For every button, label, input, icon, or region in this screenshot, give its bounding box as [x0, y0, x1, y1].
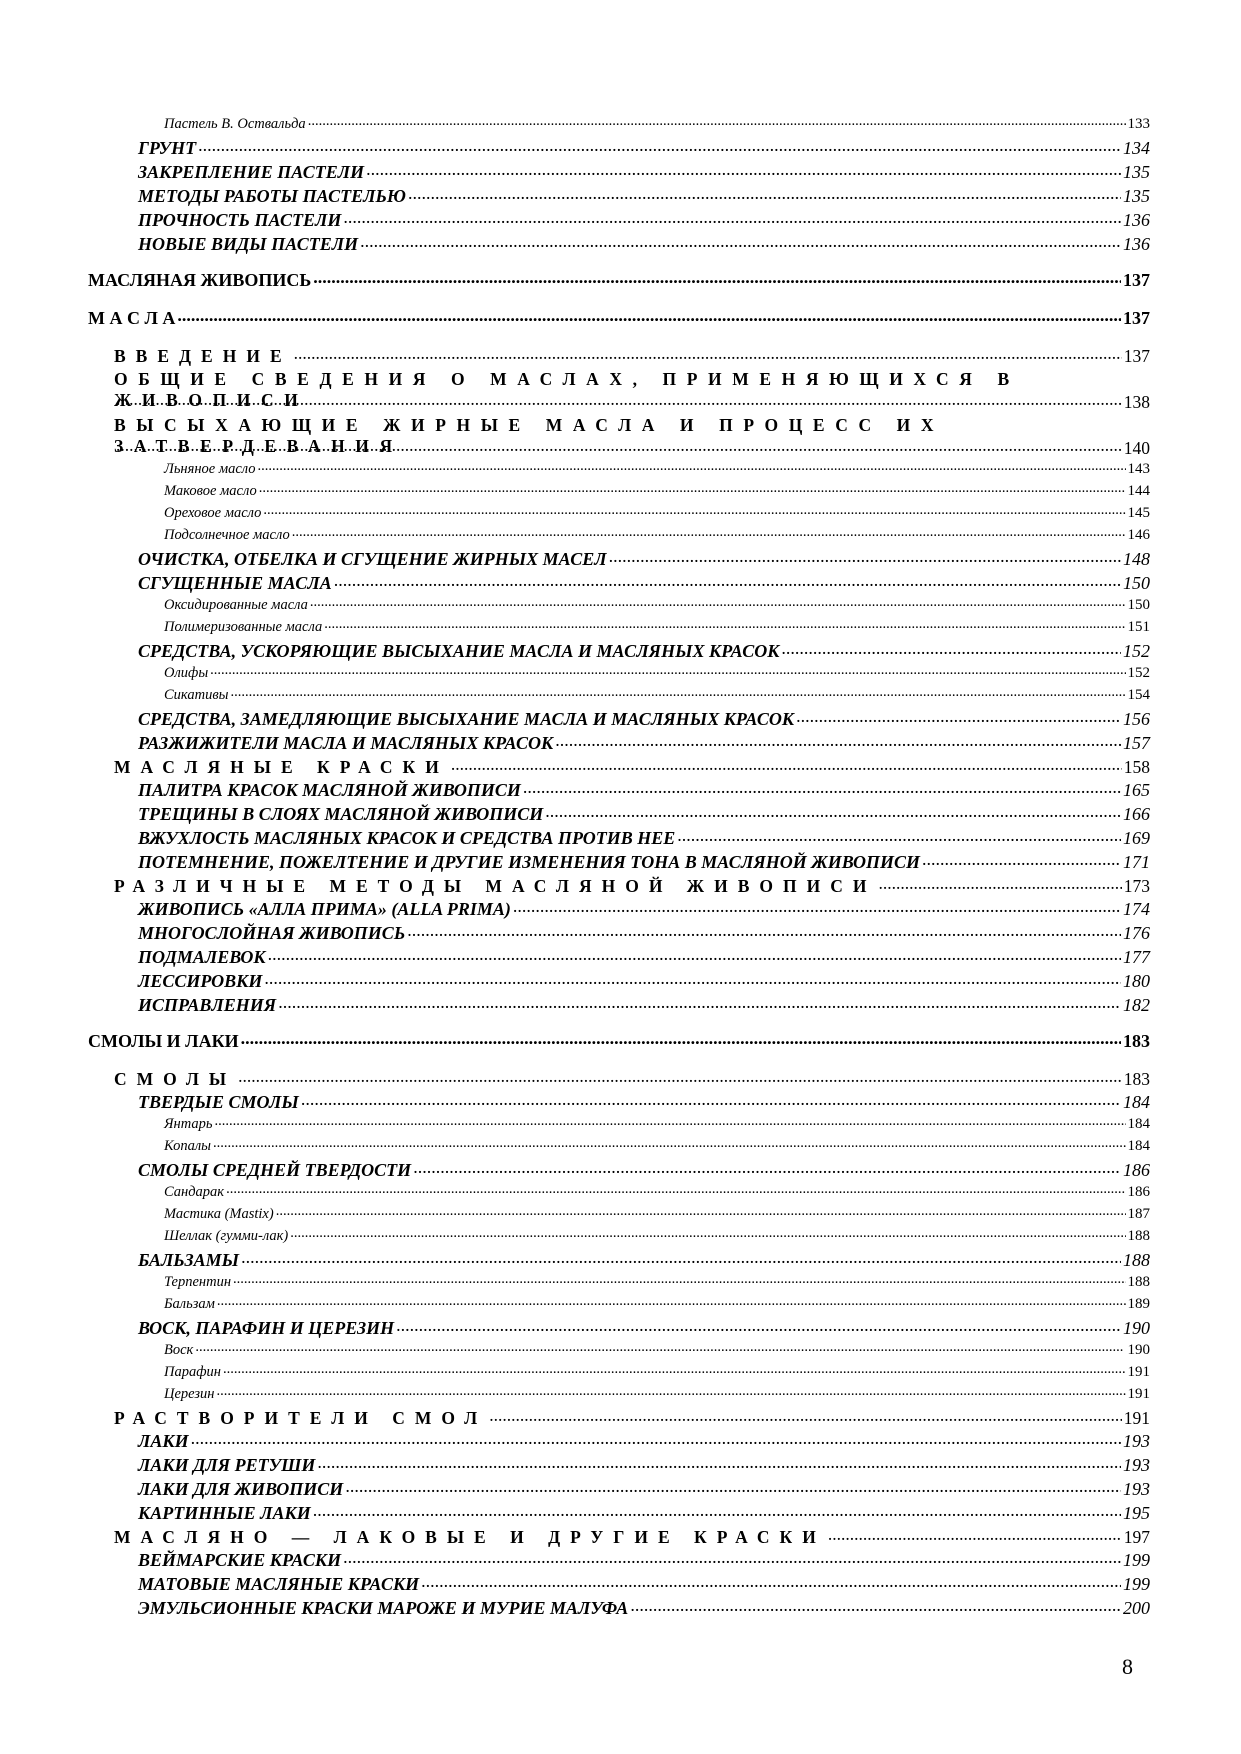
- toc-entry-title: МАСЛЯНЫЕ КРАСКИ: [114, 757, 449, 777]
- toc-entry-title: ИСПРАВЛЕНИЯ: [138, 995, 277, 1015]
- toc-entry-page: 171: [1123, 852, 1150, 872]
- toc-entry-title: Терпентин: [164, 1274, 232, 1290]
- dot-leader: [360, 234, 1121, 255]
- toc-entry-title: НОВЫЕ ВИДЫ ПАСТЕЛИ: [138, 234, 359, 254]
- toc-entry-title: ЛАКИ ДЛЯ ЖИВОПИСИ: [138, 1479, 344, 1499]
- dot-leader: [451, 757, 1122, 778]
- toc-entry-page: 199: [1123, 1550, 1150, 1570]
- toc-entry-title: МАТОВЫЕ МАСЛЯНЫЕ КРАСКИ: [138, 1574, 420, 1594]
- toc-entry[interactable]: [88, 1116, 1150, 1138]
- toc-entry[interactable]: [88, 527, 1150, 549]
- toc-entry-title: МАСЛЯНАЯ ЖИВОПИСЬ: [88, 270, 312, 290]
- toc-entry-page: 151: [1127, 619, 1150, 635]
- toc-entry-title: РАЗЖИЖИТЕЛИ МАСЛА И МАСЛЯНЫХ КРАСОК: [138, 733, 554, 753]
- dot-leader: [226, 1184, 1125, 1201]
- dot-leader: [308, 116, 1126, 133]
- toc-entry-page: 197: [1123, 1527, 1150, 1547]
- toc-entry[interactable]: [88, 995, 1150, 1019]
- toc-entry-title: БАЛЬЗАМЫ: [138, 1250, 240, 1270]
- dot-leader: [301, 1092, 1121, 1113]
- toc-entry-title: ЗАКРЕПЛЕНИЕ ПАСТЕЛИ: [138, 162, 365, 182]
- toc-entry[interactable]: [88, 1092, 1150, 1116]
- toc-entry-title: СРЕДСТВА, УСКОРЯЮЩИЕ ВЫСЫХАНИЕ МАСЛА И МАСЛЯНЫХ КРАСОК: [138, 641, 780, 661]
- toc-entry-title: ВЖУХЛОСТЬ МАСЛЯНЫХ КРАСОК И СРЕДСТВА ПРОТИВ НЕЕ: [138, 828, 676, 848]
- toc-entry-page: 143: [1127, 461, 1150, 477]
- toc-entry-title: ПОДМАЛЕВОК: [138, 947, 266, 967]
- dot-leader: [343, 1550, 1121, 1571]
- toc-entry[interactable]: [88, 270, 1150, 294]
- toc-entry-page: 187: [1127, 1206, 1150, 1222]
- toc-entry-page: 150: [1123, 573, 1150, 593]
- toc-entry[interactable]: [88, 971, 1150, 995]
- toc-entry[interactable]: [88, 1598, 1150, 1622]
- dot-leader: [217, 1386, 1126, 1403]
- toc-entry-title: ПОТЕМНЕНИЕ, ПОЖЕЛТЕНИЕ И ДРУГИЕ ИЗМЕНЕНИЯ ТОНА В МАСЛЯНОЙ ЖИВОПИСИ: [138, 852, 920, 872]
- toc-entry-page: 180: [1123, 971, 1150, 991]
- toc-entry-page: 199: [1123, 1574, 1150, 1594]
- toc-entry[interactable]: [88, 923, 1150, 947]
- dot-leader: [238, 1069, 1122, 1090]
- toc-entry[interactable]: [88, 1364, 1150, 1386]
- dot-leader: [210, 665, 1125, 682]
- toc-entry[interactable]: [88, 505, 1150, 527]
- toc-entry-page: 174: [1123, 899, 1150, 919]
- toc-entry-page: 177: [1123, 947, 1150, 967]
- toc-entry-title: ГРУНТ: [138, 138, 197, 158]
- toc-entry-page: 190: [1127, 1342, 1150, 1358]
- dot-leader: [396, 1318, 1121, 1339]
- toc-entry-page: 186: [1123, 1160, 1150, 1180]
- dot-leader: [214, 1116, 1125, 1133]
- toc-entry-title: СГУЩЕННЫЕ МАСЛА: [138, 573, 332, 593]
- toc-entry-title: Шеллак (гумми-лак): [164, 1228, 289, 1244]
- toc-entry-title: ЖИВОПИСЬ «АЛЛА ПРИМА» (ALLA PRIMA): [138, 899, 511, 919]
- toc-entry-page: 188: [1123, 1250, 1150, 1270]
- toc-entry-page: 135: [1123, 186, 1150, 206]
- dot-leader: [241, 1031, 1121, 1052]
- toc-entry-page: 193: [1123, 1431, 1150, 1451]
- dot-leader: [198, 138, 1121, 159]
- dot-leader: [345, 1479, 1121, 1500]
- toc-entry-title: Льняное масло: [164, 461, 256, 477]
- toc-entry[interactable]: [88, 1031, 1150, 1055]
- toc-entry-page: 133: [1127, 116, 1150, 132]
- toc-entry-page: 148: [1123, 549, 1150, 569]
- toc-entry-page: 176: [1123, 923, 1150, 943]
- toc-entry-page: 150: [1127, 597, 1150, 613]
- toc-entry-title: Олифы: [164, 665, 209, 681]
- dot-leader: [677, 828, 1121, 849]
- toc-entry[interactable]: [88, 234, 1150, 258]
- toc-entry[interactable]: [88, 346, 1150, 369]
- toc-entry-title: Мастика (Mastix): [164, 1206, 274, 1222]
- toc-entry-page: 191: [1127, 1386, 1150, 1402]
- toc-entry[interactable]: [88, 210, 1150, 234]
- toc-entry[interactable]: [88, 1160, 1150, 1184]
- toc-entry[interactable]: [88, 1386, 1150, 1408]
- toc-entry-page: 145: [1127, 505, 1150, 521]
- dot-leader: [523, 780, 1121, 801]
- toc-entry-page: 134: [1123, 138, 1150, 158]
- dot-leader: [213, 1138, 1126, 1155]
- toc-entry-page: 189: [1127, 1296, 1150, 1312]
- toc-entry[interactable]: [88, 876, 1150, 899]
- toc-entry[interactable]: [88, 549, 1150, 573]
- toc-entry[interactable]: [88, 757, 1150, 780]
- dot-leader: [268, 947, 1121, 968]
- toc-entry-page: 157: [1123, 733, 1150, 753]
- toc-entry[interactable]: [88, 828, 1150, 852]
- dot-leader: [259, 483, 1126, 500]
- dot-leader: [195, 1342, 1125, 1359]
- toc-entry-page: 158: [1123, 757, 1150, 777]
- toc-entry-title: ЛАКИ ДЛЯ РЕТУШИ: [138, 1455, 316, 1475]
- toc-entry-title: РАЗЛИЧНЫЕ МЕТОДЫ МАСЛЯНОЙ ЖИВОПИСИ: [114, 876, 877, 896]
- dot-leader: [313, 270, 1121, 291]
- page-number: 8: [1122, 1654, 1133, 1679]
- toc-entry-page: 188: [1127, 1228, 1150, 1244]
- toc-entry-page: 183: [1123, 1031, 1150, 1051]
- dot-leader: [116, 438, 1122, 459]
- toc-entry[interactable]: [88, 162, 1150, 186]
- toc-entry[interactable]: [88, 1069, 1150, 1092]
- dot-leader: [545, 804, 1121, 825]
- toc-entry[interactable]: [88, 1318, 1150, 1342]
- dot-leader: [555, 733, 1121, 754]
- toc-entry-title: ТРЕЩИНЫ В СЛОЯХ МАСЛЯНОЙ ЖИВОПИСИ: [138, 804, 544, 824]
- toc-entry[interactable]: [88, 665, 1150, 687]
- dot-leader: [230, 687, 1125, 704]
- toc-entry[interactable]: [88, 947, 1150, 971]
- toc-entry-title: Ореховое масло: [164, 505, 262, 521]
- toc-entry-page: 200: [1123, 1598, 1150, 1618]
- toc-entry[interactable]: [88, 899, 1150, 923]
- toc-entry[interactable]: [88, 1431, 1150, 1455]
- toc-entry-title: Церезин: [164, 1386, 215, 1402]
- toc-entry[interactable]: [88, 1206, 1150, 1228]
- dot-leader: [630, 1598, 1121, 1619]
- toc-entry-title: МЕТОДЫ РАБОТЫ ПАСТЕЛЬЮ: [138, 186, 406, 206]
- toc-entry[interactable]: [88, 1296, 1150, 1318]
- toc-entry-title: Полимеризованные масла: [164, 619, 323, 635]
- dot-leader: [343, 210, 1121, 231]
- dot-leader: [408, 186, 1121, 207]
- dot-leader: [290, 1228, 1125, 1245]
- dot-leader: [513, 899, 1121, 920]
- toc-entry-page: 135: [1123, 162, 1150, 182]
- toc-entry-title: Маковое масло: [164, 483, 257, 499]
- toc-entry-page: 195: [1123, 1503, 1150, 1523]
- table-of-contents: [88, 116, 1150, 1622]
- toc-entry-title: Янтарь: [164, 1116, 213, 1132]
- toc-entry[interactable]: [88, 138, 1150, 162]
- dot-leader: [781, 641, 1121, 662]
- toc-entry[interactable]: [88, 1455, 1150, 1479]
- dot-leader: [334, 573, 1121, 594]
- dot-leader: [407, 923, 1121, 944]
- toc-entry[interactable]: [88, 1550, 1150, 1574]
- dot-leader: [258, 461, 1126, 478]
- dot-leader: [922, 852, 1121, 873]
- toc-entry-title: ЛЕССИРОВКИ: [138, 971, 263, 991]
- toc-entry[interactable]: [88, 415, 1150, 461]
- toc-entry-title: РАСТВОРИТЕЛИ СМОЛ: [114, 1408, 488, 1428]
- toc-entry[interactable]: [88, 1503, 1150, 1527]
- toc-entry[interactable]: [88, 1250, 1150, 1274]
- toc-entry-page: 152: [1127, 665, 1150, 681]
- dot-leader: [223, 1364, 1126, 1381]
- toc-entry-page: 193: [1123, 1479, 1150, 1499]
- toc-entry[interactable]: [88, 461, 1150, 483]
- toc-entry-page: 138: [1123, 392, 1150, 412]
- toc-entry[interactable]: [88, 308, 1150, 332]
- toc-entry-page: 191: [1123, 1408, 1150, 1428]
- dot-leader: [489, 1408, 1122, 1429]
- dot-leader: [878, 876, 1121, 897]
- toc-entry[interactable]: [88, 780, 1150, 804]
- toc-entry[interactable]: [88, 1574, 1150, 1598]
- toc-entry-page: 140: [1123, 438, 1150, 458]
- dot-leader: [313, 1503, 1121, 1524]
- toc-entry-page: 186: [1127, 1184, 1150, 1200]
- toc-entry-title: ВВЕДЕНИЕ: [114, 346, 292, 366]
- dot-leader: [292, 527, 1126, 544]
- toc-entry-title: СМОЛЫ: [114, 1069, 237, 1089]
- dot-leader: [413, 1160, 1121, 1181]
- dot-leader: [116, 392, 1122, 413]
- dot-leader: [177, 308, 1121, 329]
- toc-entry-title: ПРОЧНОСТЬ ПАСТЕЛИ: [138, 210, 342, 230]
- toc-entry-title: Пастель В. Оствальда: [164, 116, 306, 132]
- dot-leader: [217, 1296, 1126, 1313]
- toc-entry-title: ВЕЙМАРСКИЕ КРАСКИ: [138, 1550, 342, 1570]
- toc-entry-page: 184: [1123, 1092, 1150, 1112]
- dot-leader: [324, 619, 1125, 636]
- toc-entry-page: 154: [1127, 687, 1150, 703]
- dot-leader: [241, 1250, 1121, 1271]
- dot-leader: [366, 162, 1121, 183]
- toc-entry-title: ЛАКИ: [138, 1431, 189, 1451]
- toc-entry[interactable]: [88, 1342, 1150, 1364]
- toc-entry-page: 188: [1127, 1274, 1150, 1290]
- toc-entry-title: ТВЕРДЫЕ СМОЛЫ: [138, 1092, 299, 1112]
- toc-entry-page: 156: [1123, 709, 1150, 729]
- toc-entry-page: 165: [1123, 780, 1150, 800]
- toc-entry-title: М А С Л А: [88, 308, 176, 328]
- toc-entry-page: 136: [1123, 234, 1150, 254]
- toc-entry[interactable]: [88, 369, 1150, 415]
- toc-entry-title: ОЧИСТКА, ОТБЕЛКА И СГУЩЕНИЕ ЖИРНЫХ МАСЕЛ: [138, 549, 607, 569]
- toc-entry[interactable]: [88, 733, 1150, 757]
- toc-entry-title: Подсолнечное масло: [164, 527, 290, 543]
- toc-entry-page: 191: [1127, 1364, 1150, 1380]
- toc-entry-page: 137: [1123, 308, 1150, 328]
- toc-entry-title: ВОСК, ПАРАФИН И ЦЕРЕЗИН: [138, 1318, 395, 1338]
- toc-entry-title: СМОЛЫ И ЛАКИ: [88, 1031, 239, 1051]
- dot-leader: [233, 1274, 1125, 1291]
- toc-entry-title: ВЫСЫХАЮЩИЕ ЖИРНЫЕ МАСЛА И ПРОЦЕСС ИХ ЗАТВЕРДЕВАНИЯ: [114, 415, 945, 456]
- toc-entry-title: ЭМУЛЬСИОННЫЕ КРАСКИ МАРОЖЕ И МУРИЕ МАЛУФА: [138, 1598, 629, 1618]
- toc-entry-title: Парафин: [164, 1364, 221, 1380]
- dot-leader: [317, 1455, 1121, 1476]
- toc-entry-page: 136: [1123, 210, 1150, 230]
- toc-entry[interactable]: [88, 709, 1150, 733]
- toc-entry-page: 190: [1123, 1318, 1150, 1338]
- toc-entry-title: Сикативы: [164, 687, 229, 703]
- toc-entry-title: КАРТИННЫЕ ЛАКИ: [138, 1503, 311, 1523]
- toc-entry[interactable]: [88, 1228, 1150, 1250]
- toc-entry-page: 144: [1127, 483, 1150, 499]
- toc-entry[interactable]: [88, 852, 1150, 876]
- toc-entry[interactable]: [88, 1184, 1150, 1206]
- toc-entry[interactable]: [88, 483, 1150, 505]
- toc-entry[interactable]: [88, 641, 1150, 665]
- toc-entry-page: 166: [1123, 804, 1150, 824]
- toc-entry-title: МАСЛЯНО — ЛАКОВЫЕ И ДРУГИЕ КРАСКИ: [114, 1527, 826, 1547]
- toc-entry[interactable]: [88, 186, 1150, 210]
- toc-entry-title: Бальзам: [164, 1296, 215, 1312]
- toc-entry[interactable]: [88, 804, 1150, 828]
- toc-entry-page: 183: [1123, 1069, 1150, 1089]
- toc-entry-page: 152: [1123, 641, 1150, 661]
- toc-entry[interactable]: [88, 116, 1150, 138]
- toc-entry-page: 137: [1123, 270, 1150, 290]
- dot-leader: [310, 597, 1126, 614]
- dot-leader: [263, 505, 1125, 522]
- toc-entry-page: 184: [1127, 1116, 1150, 1132]
- dot-leader: [191, 1431, 1121, 1452]
- dot-leader: [609, 549, 1121, 570]
- toc-entry-page: 146: [1127, 527, 1150, 543]
- toc-entry[interactable]: [88, 1527, 1150, 1550]
- toc-entry-page: 182: [1123, 995, 1150, 1015]
- toc-entry[interactable]: [88, 1274, 1150, 1296]
- toc-entry[interactable]: [88, 619, 1150, 641]
- toc-entry-title: ОБЩИЕ СВЕДЕНИЯ О МАСЛАХ, ПРИМЕНЯЮЩИХСЯ В ЖИВОПИСИ: [114, 369, 1020, 410]
- dot-leader: [294, 346, 1122, 367]
- toc-entry-title: ПАЛИТРА КРАСОК МАСЛЯНОЙ ЖИВОПИСИ: [138, 780, 521, 800]
- toc-entry-page: 137: [1123, 346, 1150, 366]
- toc-entry-title: СМОЛЫ СРЕДНЕЙ ТВЕРДОСТИ: [138, 1160, 412, 1180]
- toc-entry-page: 173: [1123, 876, 1150, 896]
- dot-leader: [796, 709, 1121, 730]
- toc-entry-title: СРЕДСТВА, ЗАМЕДЛЯЮЩИЕ ВЫСЫХАНИЕ МАСЛА И МАСЛЯНЫХ КРАСОК: [138, 709, 795, 729]
- toc-entry-title: Воск: [164, 1342, 194, 1358]
- toc-entry-title: Оксидированные масла: [164, 597, 308, 613]
- toc-entry[interactable]: [88, 687, 1150, 709]
- toc-entry[interactable]: [88, 573, 1150, 597]
- toc-entry-page: 184: [1127, 1138, 1150, 1154]
- toc-entry[interactable]: [88, 1408, 1150, 1431]
- toc-entry[interactable]: [88, 1479, 1150, 1503]
- dot-leader: [421, 1574, 1121, 1595]
- toc-entry-title: Сандарак: [164, 1184, 225, 1200]
- dot-leader: [276, 1206, 1126, 1223]
- toc-entry-page: 169: [1123, 828, 1150, 848]
- dot-leader: [828, 1527, 1122, 1548]
- toc-entry[interactable]: [88, 597, 1150, 619]
- toc-entry-title: МНОГОСЛОЙНАЯ ЖИВОПИСЬ: [138, 923, 406, 943]
- toc-entry[interactable]: [88, 1138, 1150, 1160]
- toc-entry-title: Копалы: [164, 1138, 211, 1154]
- dot-leader: [264, 971, 1121, 992]
- toc-entry-page: 193: [1123, 1455, 1150, 1475]
- dot-leader: [278, 995, 1121, 1016]
